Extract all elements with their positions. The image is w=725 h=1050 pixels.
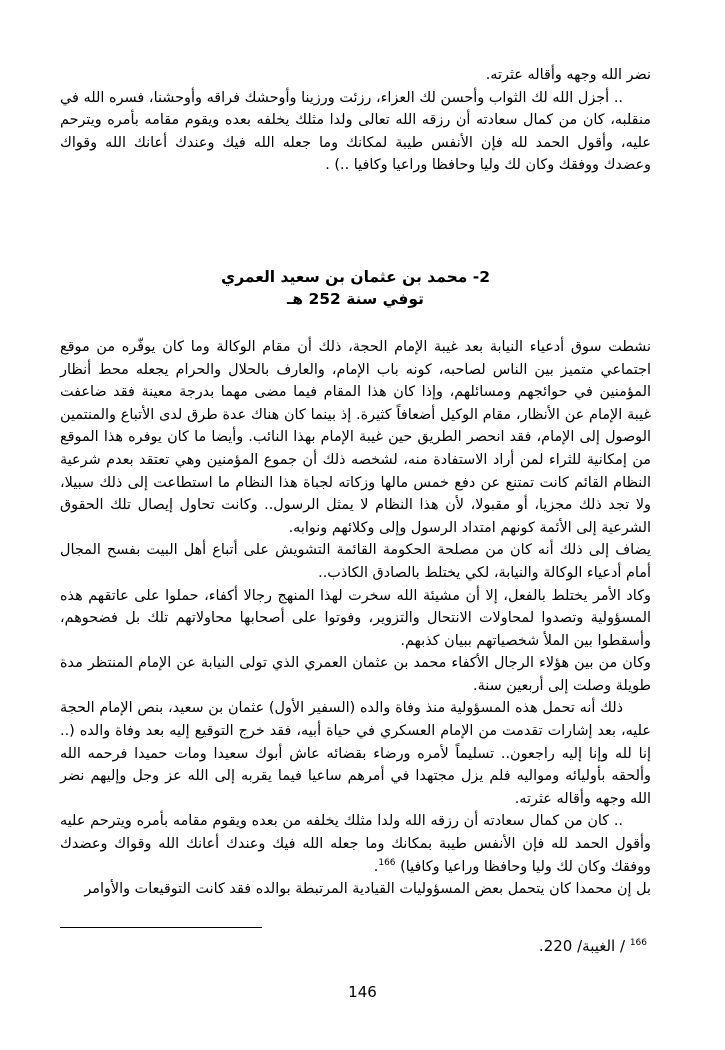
paragraph-closing-line: نضر الله وجهه وأقاله عثرته. [485, 67, 651, 83]
paragraph: نشطت سوق أدعياء النيابة بعد غيبة الإمام الحجة، ذلك أن مقام الوكالة وما كان يوفّره من موقع اجتماعي متميز بين الناس لصاحبه، كونه باب الإمام، والعارف بالحلال والحرام يجعله محط أنظار المؤمنين في حوائجهم ومسائلهم، وإذا كان هذا المقام فيما مضى مهما بدرجة معينة فقد ضاعفت غيبة الإمام عن الأنظار، مقام الوكيل أضعافاً كثيرة. إذ بينما كان هناك عدة طرق لدى الأتباع والمنتمين الوصول إلى الإمام، فقد انحصر الطريق حين غيبة الإمام بهذا النائب. وأيضا ما كان يوفره هذا الموقع من إمكانية للثراء لمن أراد الاستفادة منه، لشخصه ذلك أن جموع المؤمنين وهي تعتقد بعدم شرعية النظام القائم كانت تمتنع عن دفع خمس مالها وزكاته لجباة هذا النظام ما استطاعت إلى ذلك سبيلا، ولا تجد ذلك مجزيا، أو مقبولا، لأن هذا النظام لا يمثل الرسول.. وكانت تحاول إيصال تلك الحقوق الشرعية إلى الأئمة كونهم امتداد الرسول وإلى وكلائهم ونوابه. [60, 338, 651, 536]
paragraph: وكاد الأمر يختلط بالفعل، إلا أن مشيئة الله سخرت لهذا المنهج رجالا أكفاء، حملوا على عاتقهم هذه المسؤولية وتصدوا لمحاولات الانتحال والتزوير، وفوتوا على أصحابها محاولاتهم تلك بل فضحوهم، وأسقطوا بين الملأ شخصياتهم ببيان كذبهم. [60, 587, 651, 649]
footnote-reference[interactable]: 166 [378, 857, 396, 868]
footnote-text: / الغيبة/ 220. [538, 937, 630, 955]
sentence-end: . [373, 858, 379, 875]
section-subtitle: توفي سنة 252 هـ [287, 289, 424, 308]
paragraph: وكان من بين هؤلاء الرجال الأكفاء محمد بن عثمان العمري الذي تولى النيابة عن الإمام المنتظر مدة طويلة وصلت إلى أربعين سنة. [60, 655, 651, 694]
page-body [60, 64, 651, 901]
section-heading [60, 266, 651, 310]
footnote-number: 166 [629, 938, 647, 948]
paragraph: ذلك أنه تحمل هذه المسؤولية منذ وفاة والده (السفير الأول) عثمان بن سعيد، بنص الإمام الحجة عليه، بعد إشارات تقدمت من الإمام العسكري في حياة أبيه، فقد خرج التوقيع إليه بعد وفاة والده (.. إنا لله وإنا إليه راجعون.. تسليماً لأمره ورضاء بقضائه عاش أبوك سعيدا ومات حميدا فرحمه الله وألحقه بأوليائه ومواليه فلم يزل مجتهدا في أمرهم ساعيا فيما يقربه إلى الله عز وجل وإليهم نضر الله وجهه وأقاله عثرته. [60, 700, 651, 807]
paragraph: بل إن محمدا كان يتحمل بعض المسؤوليات القيادية المرتبطة بوالده فقد كانت التوقيعات والأوامر [84, 881, 651, 898]
paragraph-with-footnote [60, 810, 651, 878]
page-number: 146 [348, 983, 377, 1001]
section-title: 2- محمد بن عثمان بن سعيد العمري [220, 267, 490, 286]
paragraph-quote: .. أجزل الله لك الثواب وأحسن لك العزاء، رزئت ورزينا وأوحشك فراقه وأوحشنا، فسره الله في منقلبه، كان من كمال سعادته أن رزقه الله تعالى ولدا مثلك يخلفه بعده ويقوم مقامه بأمره ويترحم عليه، وأقول الحمد لله فإن الأنفس طيبة لمكانك وما جعله الله فيك وعندك أعانك الله وقواك وعضدك ووفقك وكان لك وليا وحافظا وراعيا وكافيا ..) . [60, 89, 651, 174]
footnote [539, 935, 647, 957]
paragraph: يضاف إلى ذلك أنه كان من مصلحة الحكومة القائمة التشويش على أتباع أهل البيت بفسح المجال أمام أدعياء الوكالة والنيابة، لكي يختلط بالصادق الكاذب.. [60, 542, 651, 581]
footnote-divider [60, 927, 262, 928]
paragraph-text: .. كان من كمال سعادته أن رزقه الله ولدا مثلك يخلفه من بعده ويقوم مقامه بأمره ويترحم عليه وأقول الحمد لله فإن الأنفس طيبة بمكانك وما جعله الله فيك وعندك أعانك الله وقواك وعضدك ووفقك وكان لك وليا وحافظا وراعيا وكافيا) [60, 813, 651, 875]
